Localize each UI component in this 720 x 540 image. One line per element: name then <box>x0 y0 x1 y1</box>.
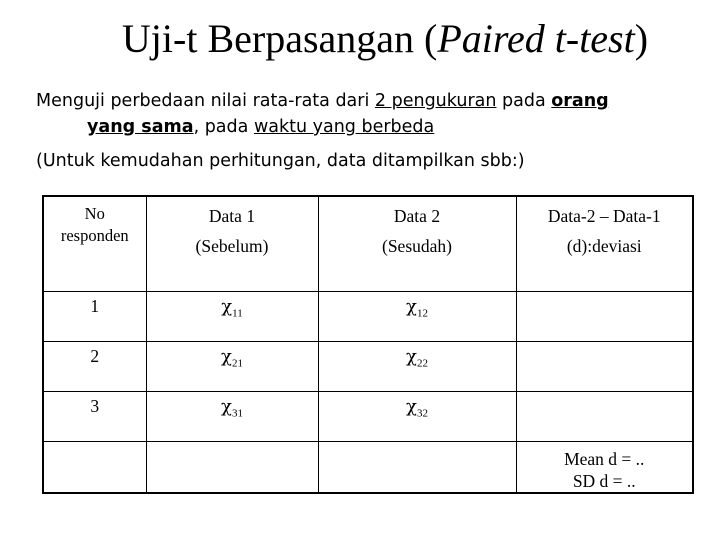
subscript: 31 <box>231 407 243 420</box>
underlined-text: waktu yang berbeda <box>253 117 435 137</box>
chi-symbol: χ <box>406 396 417 417</box>
text-segment: pada <box>496 91 552 111</box>
title-close: ) <box>634 16 649 61</box>
data2-cell <box>318 392 516 442</box>
empty-cell <box>318 442 516 494</box>
deviation-cell <box>516 292 693 342</box>
page-title <box>0 14 720 64</box>
subscript: 32 <box>416 407 428 420</box>
header-line: responden <box>60 226 129 245</box>
header-line: Data 1 <box>208 206 256 226</box>
table-row <box>43 342 693 392</box>
header-cell <box>146 196 318 292</box>
data2-cell <box>318 292 516 342</box>
header-line: No <box>84 204 105 223</box>
deviation-cell <box>516 342 693 392</box>
header-cell <box>318 196 516 292</box>
data1-cell <box>146 342 318 392</box>
header-line: (Sebelum) <box>195 236 269 256</box>
subscript: 12 <box>416 307 428 320</box>
row-number: 2 <box>43 342 146 392</box>
description-line-2 <box>87 114 434 140</box>
header-line: (Sesudah) <box>382 236 452 256</box>
description-line-3: (Untuk kemudahan perhitungan, data ditampilkan sbb:) <box>36 151 525 171</box>
table-row <box>43 292 693 342</box>
chi-symbol: χ <box>406 296 417 317</box>
subscript: 11 <box>232 307 243 320</box>
table-header-row <box>43 196 693 292</box>
header-line: Data-2 – Data-1 <box>547 206 661 226</box>
title-italic: Paired t-test <box>437 16 635 61</box>
header-line: (d):deviasi <box>566 236 642 256</box>
row-number: 1 <box>43 292 146 342</box>
header-cell <box>43 196 146 292</box>
summary-cell <box>516 442 693 494</box>
chi-symbol: χ <box>221 346 232 367</box>
title-main: Uji-t Berpasangan ( <box>121 16 438 61</box>
data2-cell <box>318 342 516 392</box>
summary-row <box>43 442 693 494</box>
data1-cell <box>146 292 318 342</box>
subscript: 21 <box>231 357 243 370</box>
text-segment: Menguji perbedaan nilai rata-rata dari <box>36 91 375 111</box>
empty-cell <box>146 442 318 494</box>
mean-text: Mean d = .. <box>564 449 645 469</box>
chi-symbol: χ <box>406 346 417 367</box>
chi-symbol: χ <box>221 396 232 417</box>
bold-underlined-text: yang sama <box>87 117 194 137</box>
header-line: Data 2 <box>393 206 441 226</box>
subscript: 22 <box>416 357 428 370</box>
bold-underlined-text: orang <box>551 91 609 111</box>
header-cell <box>516 196 693 292</box>
row-number: 3 <box>43 392 146 442</box>
table-row <box>43 392 693 442</box>
description-line-1 <box>36 88 609 114</box>
text-segment: , pada <box>193 117 254 137</box>
chi-symbol: χ <box>221 296 233 317</box>
data1-cell <box>146 392 318 442</box>
data-table <box>42 195 694 494</box>
sd-text: SD d = .. <box>572 471 636 491</box>
empty-cell <box>43 442 146 494</box>
deviation-cell <box>516 392 693 442</box>
underlined-text: 2 pengukuran <box>374 91 497 111</box>
